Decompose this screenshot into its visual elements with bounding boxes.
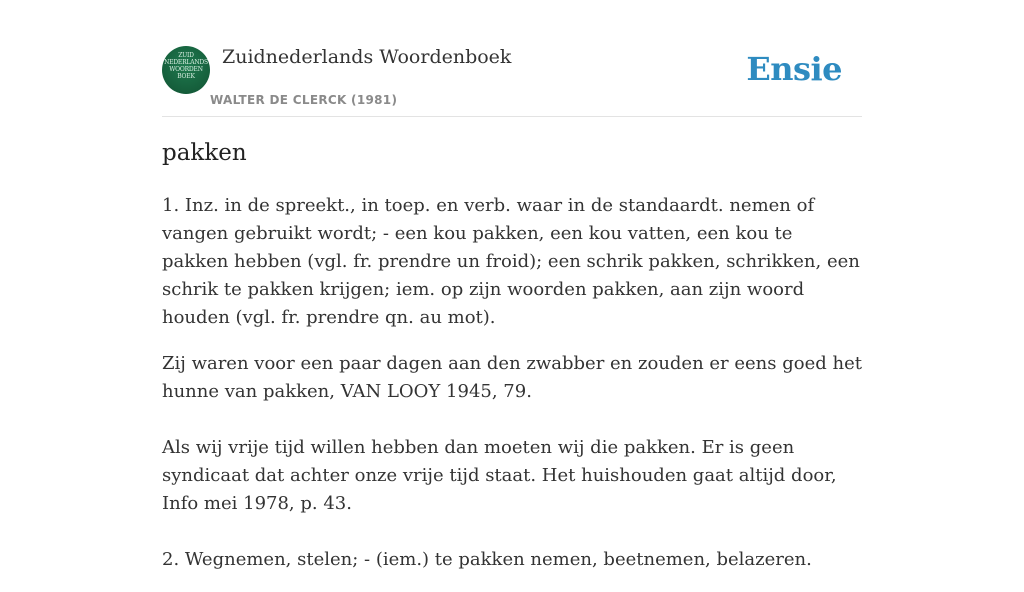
page: [162, 0, 862, 570]
example-quote: Zij waren voor een paar dagen aan den zwabber en zouden er eens goed het hunne van pakken, VAN LOOY 1945, 79.: [162, 353, 862, 402]
definition-paragraph: 1. Inz. in de spreekt., in toep. en verb. waar in de standaardt. nemen of vangen gebruikt wordt; - een kou pakken, een kou vatten, een kou te pakken hebben (vgl. fr. prendre un froid); een schrik pakken, schrikken, een schrik te pakken krijgen; iem. op zijn woorden pakken, aan zijn woord houden (vgl. fr. prendre qn. au mot).: [162, 195, 860, 328]
brand-logo-link[interactable]: Ensie: [746, 50, 842, 88]
entry-headword: pakken: [162, 140, 247, 166]
book-author: WALTER DE CLERCK (1981): [210, 93, 398, 107]
definition-paragraph: 2. Wegnemen, stelen; - (iem.) te pakken nemen, beetnemen, belazeren.: [162, 549, 812, 570]
book-cover-line: WOORDEN: [169, 66, 203, 73]
book-cover-logo[interactable]: [162, 46, 210, 94]
book-title[interactable]: Zuidnederlands Woordenboek: [222, 46, 512, 68]
book-cover-line: ZUID: [178, 52, 194, 59]
book-cover-line: BOEK: [177, 73, 195, 80]
example-quote: Als wij vrije tijd willen hebben dan moeten wij die pakken. Er is geen syndicaat dat achter onze vrije tijd staat. Het huishouden gaat altijd door, Info mei 1978, p. 43.: [162, 437, 837, 514]
entry-content: [162, 192, 862, 592]
book-cover-line: NEDERLANDS: [164, 59, 208, 66]
header: [162, 0, 862, 117]
book-cover-text: [162, 52, 210, 80]
